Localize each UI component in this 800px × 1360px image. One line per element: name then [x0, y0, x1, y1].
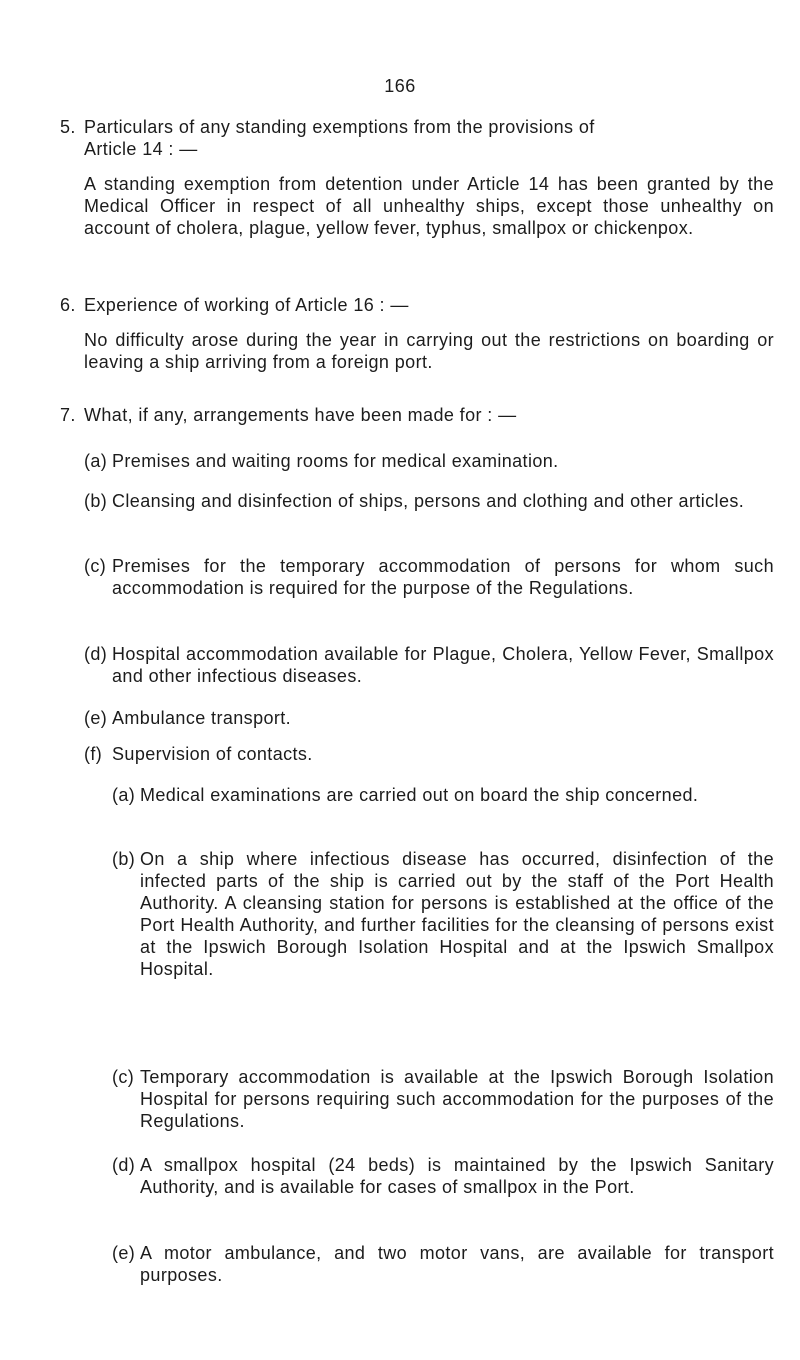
section-heading: What, if any, arrangements have been made for : — — [84, 405, 517, 425]
question-text: Premises and waiting rooms for medical examination. — [112, 451, 559, 471]
section-heading: Particulars of any standing exemptions from the provisions of Article 14 : — — [84, 117, 595, 159]
answer-text: A motor ambulance, and two motor vans, are available for transport purposes. — [140, 1243, 774, 1285]
page-number: 166 — [384, 76, 416, 96]
question-label: (e) — [84, 708, 108, 728]
answer-text: On a ship where infectious disease has occurred, disinfection of the infected parts of the ship is carried out by the staff of the Port Health Authority. A cleansing station for persons is established at the office of the Port Health Authority, and further facilities for the cleansing of persons exist at the Ipswich Borough Isolation Hospital and at the Ipswich Smallpox Hospital. — [140, 849, 774, 979]
question-text: Supervision of contacts. — [112, 744, 313, 764]
answer-text: A smallpox hospital (24 beds) is maintained by the Ipswich Sanitary Authority, and is available for cases of smallpox in the Port. — [140, 1155, 774, 1197]
section-heading: Experience of working of Article 16 : — — [84, 295, 409, 315]
answer-label: (d) — [112, 1155, 136, 1175]
section-number: 7. — [60, 405, 76, 425]
section-body: No difficulty arose during the year in carrying out the restrictions on boarding or leaving a ship arriving from a foreign port. — [84, 330, 774, 372]
answer-label: (e) — [112, 1243, 136, 1263]
answer-text: Temporary accommodation is available at the Ipswich Borough Isolation Hospital for persons requiring such accommodation for the purposes of the Regulations. — [140, 1067, 774, 1131]
question-label: (a) — [84, 451, 108, 471]
question-text: Hospital accommodation available for Plague, Cholera, Yellow Fever, Smallpox and other infectious diseases. — [112, 644, 774, 686]
answer-label: (c) — [112, 1067, 135, 1087]
question-label: (d) — [84, 644, 108, 664]
question-text: Cleansing and disinfection of ships, persons and clothing and other articles. — [112, 491, 745, 511]
section-number: 5. — [60, 117, 76, 137]
question-text: Premises for the temporary accommodation of persons for whom such accommodation is required for the purpose of the Regulations. — [112, 556, 774, 598]
section-7 — [0, 404, 800, 434]
question-label: (f) — [84, 744, 103, 764]
answer-text: Medical examinations are carried out on board the ship concerned. — [140, 785, 699, 805]
section-body: A standing exemption from detention under Article 14 has been granted by the Medical Officer in respect of all unhealthy ships, except those unhealthy on account of cholera, plague, yellow fever, typhus, smallpox or chickenpox. — [84, 174, 774, 238]
section-6 — [0, 294, 800, 374]
section-number: 6. — [60, 295, 76, 315]
question-text: Ambulance transport. — [112, 708, 292, 728]
section-5 — [0, 116, 800, 266]
question-label: (c) — [84, 556, 107, 576]
answer-label: (b) — [112, 849, 136, 869]
question-label: (b) — [84, 491, 108, 511]
answer-label: (a) — [112, 785, 136, 805]
